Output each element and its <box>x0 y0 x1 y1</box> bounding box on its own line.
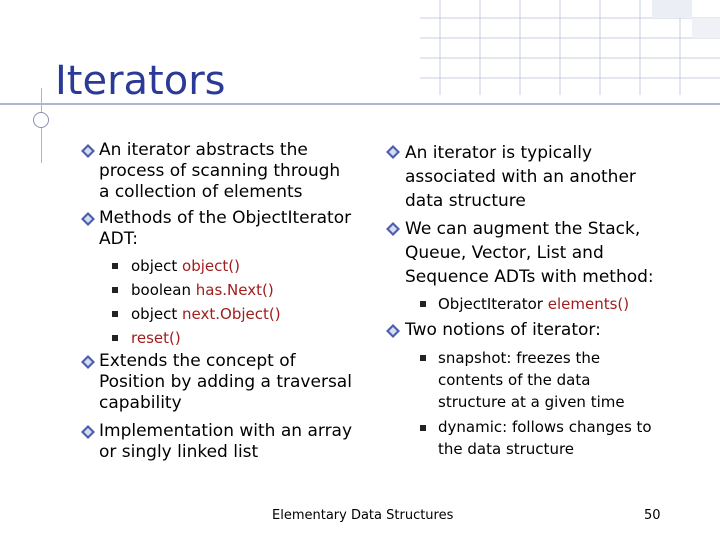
square-bullet-icon <box>112 335 118 341</box>
bullet-right-1 <box>405 141 636 213</box>
diamond-bullet-icon <box>385 221 401 237</box>
text-line: Implementation with an array <box>99 421 353 441</box>
bullet-left-1 <box>99 140 340 203</box>
method-name: has.Next() <box>195 281 274 299</box>
text-line: contents of the data <box>438 371 591 389</box>
method-name: next.Object() <box>182 305 281 323</box>
square-bullet-icon <box>112 263 118 269</box>
method-name: object() <box>182 257 240 275</box>
bullet-left-4 <box>99 421 352 463</box>
text-line: dynamic: follows changes to <box>438 418 652 436</box>
diamond-bullet-icon <box>385 323 401 339</box>
method-item <box>131 280 274 300</box>
method-item <box>131 304 281 324</box>
method-name: elements() <box>547 295 630 313</box>
decorative-grid <box>420 0 720 95</box>
method-item <box>131 328 181 348</box>
text-line: Sequence ADTs with method: <box>405 267 654 287</box>
text-line: associated with an another <box>405 167 636 187</box>
diamond-bullet-icon <box>80 143 96 159</box>
text-line: Extends the concept of <box>99 351 296 371</box>
diamond-bullet-icon <box>385 144 401 160</box>
text-line: snapshot: freezes the <box>438 349 601 367</box>
text-line: Position by adding a traversal <box>99 372 352 392</box>
text-line: Methods of the ObjectIterator <box>99 208 352 228</box>
page-number: 50 <box>644 508 661 523</box>
text-line: Queue, Vector, List and <box>405 243 604 263</box>
bullet-left-2 <box>99 208 351 250</box>
text-line: An iterator is typically <box>405 143 593 163</box>
method-type: ObjectIterator <box>438 295 543 313</box>
text-line: the data structure <box>438 440 575 458</box>
text-line: We can augment the Stack, <box>405 219 641 239</box>
text-line: or singly linked list <box>99 442 259 462</box>
method-item <box>438 294 629 314</box>
diamond-bullet-icon <box>80 354 96 370</box>
text-line: data structure <box>405 191 526 211</box>
method-type: object <box>131 257 178 275</box>
bullet-left-3 <box>99 351 352 414</box>
diamond-bullet-icon <box>80 424 96 440</box>
bullet-right-3: Two notions of iterator: <box>405 320 601 340</box>
rule-circle-ornament <box>33 112 49 128</box>
text-line: ADT: <box>99 229 138 249</box>
diamond-bullet-icon <box>80 211 96 227</box>
text-line: capability <box>99 393 182 413</box>
text-line: a collection of elements <box>99 182 303 202</box>
square-bullet-icon <box>112 311 118 317</box>
square-bullet-icon <box>112 287 118 293</box>
bullet-right-2 <box>405 217 654 289</box>
square-bullet-icon <box>420 355 426 361</box>
sub-bullet-dynamic <box>438 416 652 460</box>
text-line: process of scanning through <box>99 161 341 181</box>
text-line: An iterator abstracts the <box>99 140 308 160</box>
method-name: reset() <box>131 329 181 347</box>
method-type: object <box>131 305 178 323</box>
method-item <box>131 256 240 276</box>
method-type: boolean <box>131 281 191 299</box>
slide-title: Iterators <box>55 58 226 104</box>
square-bullet-icon <box>420 425 426 431</box>
text-line: structure at a given time <box>438 393 625 411</box>
sub-bullet-snapshot <box>438 347 625 413</box>
square-bullet-icon <box>420 301 426 307</box>
footer-text: Elementary Data Structures <box>272 508 454 523</box>
